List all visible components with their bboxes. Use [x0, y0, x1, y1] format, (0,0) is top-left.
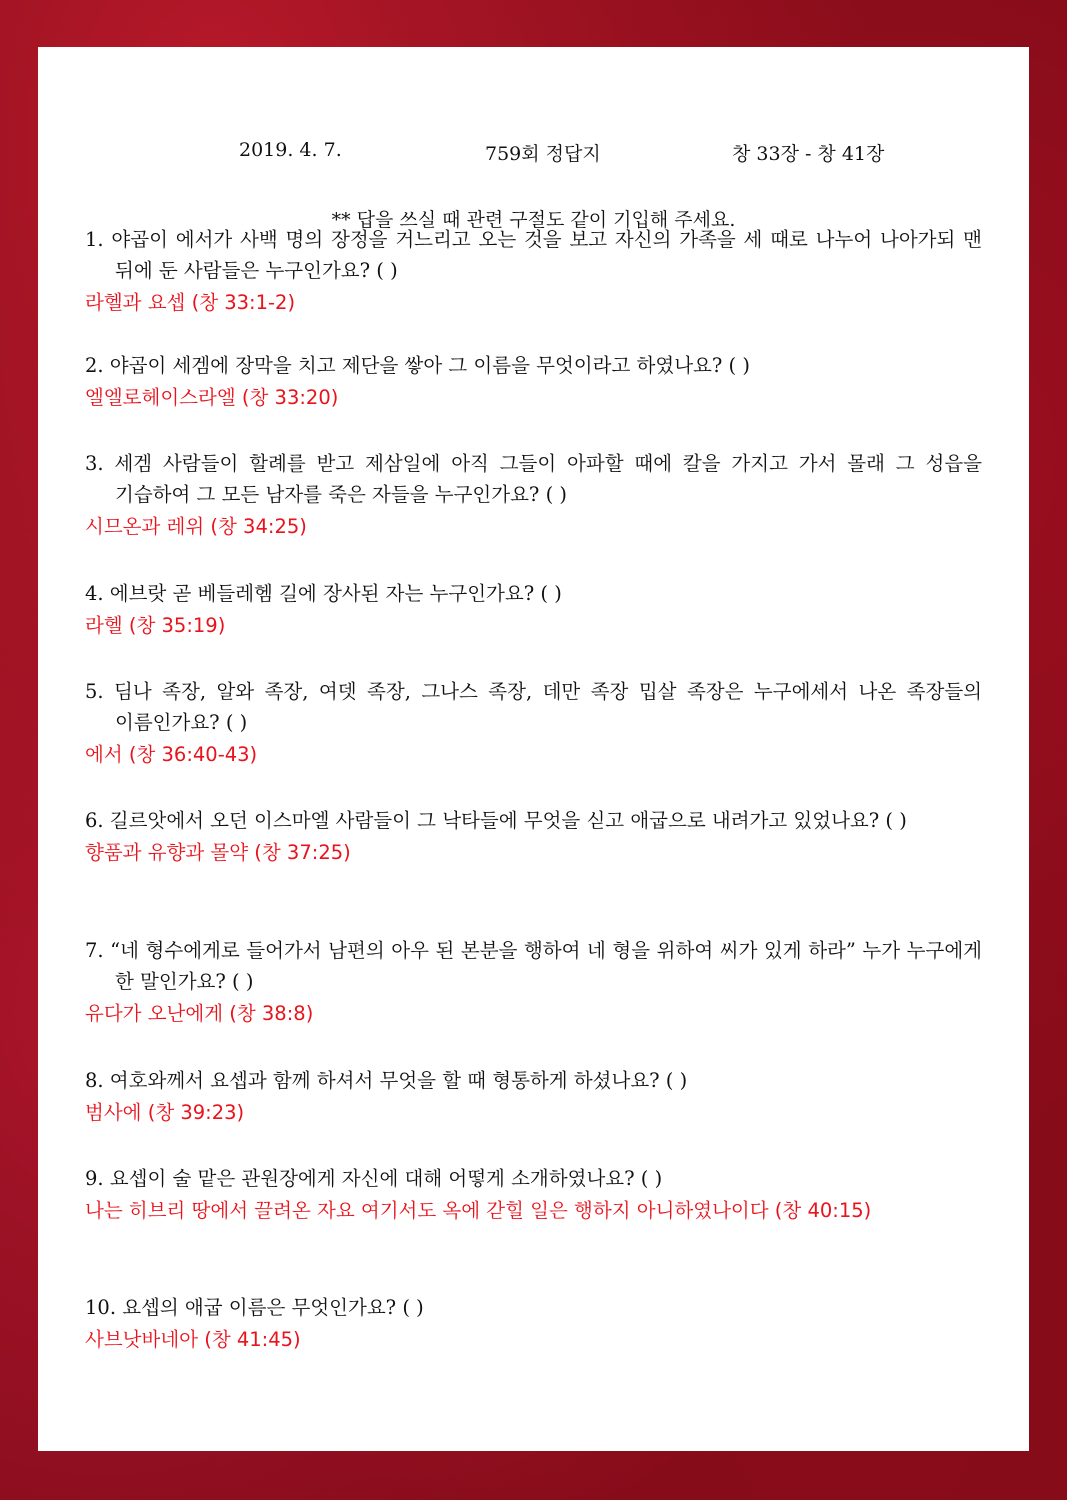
question-block-1 [85, 224, 982, 318]
answer-5: 에서 (창 36:40-43) [85, 743, 258, 766]
question-6: 6. 길르앗에서 오던 이스마엘 사람들이 그 낙타들에 무엇을 싣고 애굽으로 내려가고 있었나요? ( ) [85, 809, 907, 832]
question-block-2 [85, 350, 982, 413]
answer-sheet [38, 47, 1029, 1451]
header-range: 창 33장 - 창 41장 [732, 143, 885, 165]
question-7: 7. “네 형수에게로 들어가서 남편의 아우 된 본분을 행하여 네 형을 위하여 씨가 있게 하라” 누가 누구에게 한 말인가요? ( ) [85, 939, 982, 993]
answer-10: 사브낫바네아 (창 41:45) [85, 1328, 301, 1351]
header-date: 2019. 4. 7. [239, 139, 342, 161]
header-title: 759회 정답지 [485, 143, 601, 165]
question-3: 3. 세겜 사람들이 할례를 받고 제삼일에 아직 그들이 아파할 때에 칼을 가지고 가서 몰래 그 성읍을 기습하여 그 모든 남자를 죽은 자들을 누구인가요? ( ) [85, 452, 982, 506]
answer-8: 범사에 (창 39:23) [85, 1101, 245, 1124]
answer-6: 향품과 유향과 몰약 (창 37:25) [85, 841, 351, 864]
question-block-5 [85, 676, 982, 770]
answer-7: 유다가 오난에게 (창 38:8) [85, 1002, 314, 1025]
question-2: 2. 야곱이 세겜에 장막을 치고 제단을 쌓아 그 이름을 무엇이라고 하였나요? ( ) [85, 354, 750, 377]
instruction-note: ** 답을 쓰실 때 관련 구절도 같이 기입해 주세요. [331, 209, 736, 231]
answer-9: 나는 히브리 땅에서 끌려온 자요 여기서도 옥에 갇힐 일은 행하지 아니하였나이다 (창 40:15) [85, 1199, 872, 1222]
question-block-9 [85, 1163, 982, 1226]
question-4: 4. 에브랏 곧 베들레헴 길에 장사된 자는 누구인가요? ( ) [85, 582, 562, 605]
question-block-10 [85, 1292, 982, 1355]
question-block-3 [85, 448, 982, 542]
question-10: 10. 요셉의 애굽 이름은 무엇인가요? ( ) [85, 1296, 424, 1319]
question-block-4 [85, 578, 982, 641]
answer-1: 라헬과 요셉 (창 33:1-2) [85, 291, 296, 314]
answer-2: 엘엘로헤이스라엘 (창 33:20) [85, 386, 339, 409]
question-block-6 [85, 805, 982, 868]
question-block-7 [85, 935, 982, 1029]
question-1: 1. 야곱이 에서가 사백 명의 장정을 거느리고 오는 것을 보고 자신의 가족을 세 때로 나누어 나아가되 맨 뒤에 둔 사람들은 누구인가요? ( ) [85, 228, 982, 282]
answer-3: 시므온과 레위 (창 34:25) [85, 515, 307, 538]
question-8: 8. 여호와께서 요셉과 함께 하셔서 무엇을 할 때 형통하게 하셨나요? ( ) [85, 1069, 688, 1092]
answer-4: 라헬 (창 35:19) [85, 614, 226, 637]
question-block-8 [85, 1065, 982, 1128]
question-5: 5. 딤나 족장, 알와 족장, 여뎃 족장, 그나스 족장, 데만 족장 밉살 족장은 누구에세서 나온 족장들의 이름인가요? ( ) [85, 680, 982, 734]
question-9: 9. 요셉이 술 맡은 관원장에게 자신에 대해 어떻게 소개하였나요? ( ) [85, 1167, 663, 1190]
